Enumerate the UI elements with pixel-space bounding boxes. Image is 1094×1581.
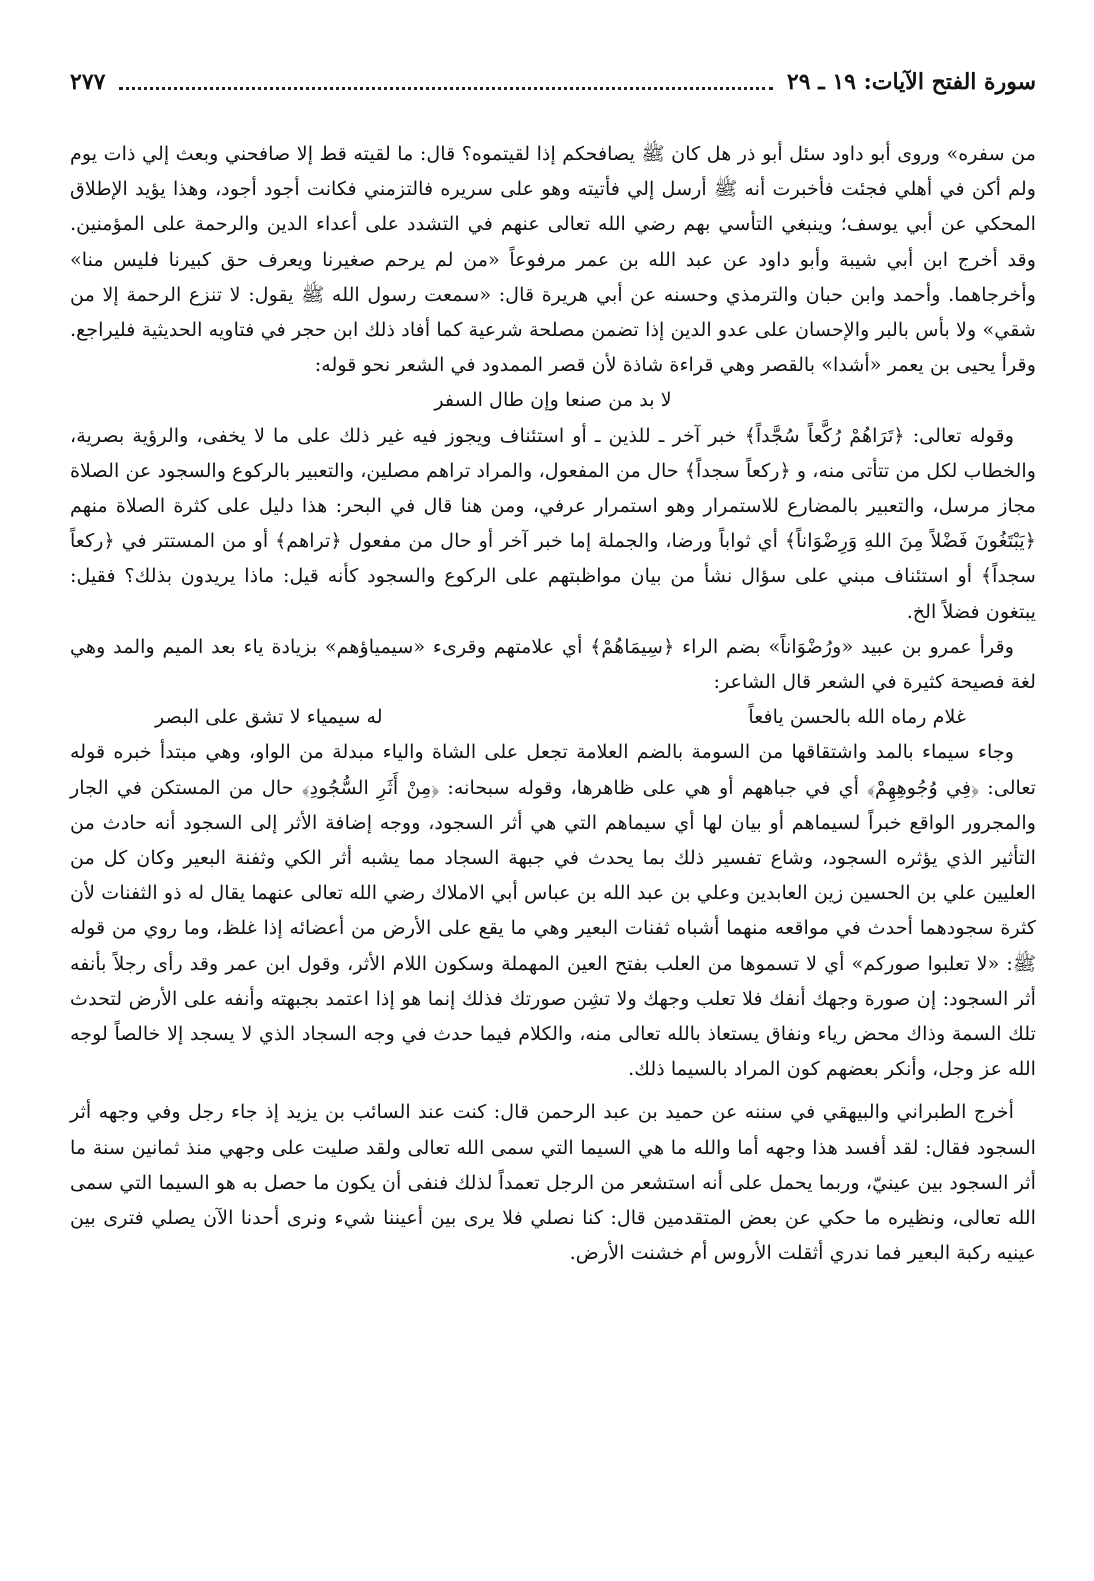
poetry-couplet xyxy=(70,699,1036,734)
running-title: سورة الفتح الآيات: ١٩ ـ ٢٩ xyxy=(786,69,1036,95)
book-page xyxy=(70,62,1036,1270)
couplet-second-hemistich: له سيمياء لا تشق على البصر xyxy=(155,705,383,729)
page-number: ٢٧٧ xyxy=(70,69,106,95)
paragraph-5: أخرج الطبراني والبيهقي في سننه عن حميد بن عبد الرحمن قال: كنت عند السائب بن يزيد إذ جاء رجل وفي وجهه أثر السجود فقال: لقد أفسد هذا وجهه أما والله ما هي السيما التي سمى الله تعالى ولقد صليت على وجهي منذ ثمانين سنة ما أثر السجود بين عينيّ، وربما يحمل على أنه استشعر من الرجل تعمداً لذلك فنفى أن يكون ما حصل به هو السيما التي سمى الله تعالى، ونظيره ما حكي عن بعض المتقدمين قال: كنا نصلي فلا يرى بين أعيننا شيء ونرى أحدنا الآن يصلي فترى بين عينيه ركبة البعير فما ندري أثقلت الأروس أم خشنت الأرض. xyxy=(70,1100,1036,1265)
poetry-verse: لا بد من صنعا وإن طال السفر xyxy=(434,388,672,412)
paragraph-3: وقرأ عمرو بن عبيد «ورُضْوَاناً» بضم الراء ﴿سِيمَاهُمْ﴾ أي علامتهم وقرىء «سيمياؤهم» بزيادة ياء بعد الميم والمد وهي لغة فصيحة كثيرة في الشعر قال الشاعر: xyxy=(70,634,1036,694)
paragraph-2: وقوله تعالى: ﴿تَرَاهُمْ رُكَّعاً سُجَّداً﴾ خبر آخر ـ للذين ـ أو استئناف ويجوز فيه غير ذلك على ما لا يخفى، والرؤية بصرية، والخطاب لكل من تتأتى منه، و ﴿ركعاً سجداً﴾ حال من المفعول، والمراد تراهم مصلين، والتعبير بالركوع والسجود عن الصلاة مجاز مرسل، والتعبير بالمضارع للاستمرار وهو استمرار عرفي، ومن هنا قال في البحر: هذا دليل على كثرة الصلاة منهم ﴿يَبْتَغُونَ فَضْلاً مِنَ اللهِ وَرِضْوَاناً﴾ أي ثواباً ورضا، والجملة إما خبر آخر أو حال من مفعول ﴿تراهم﴾ أو من المستتر في ﴿ركعاً سجداً﴾ أو استئناف مبني على سؤال نشأ من بيان مواظبتهم على الركوع والسجود كأنه قيل: ماذا يريدون بذلك؟ فقيل: يبتغون فضلاً الخ. xyxy=(70,423,1036,623)
dotted-leader xyxy=(119,87,772,90)
paragraph-4: وجاء سيماء بالمد واشتقاقها من السومة بالضم العلامة تجعل على الشاة والياء مبدلة من الواو، وهي مبتدأ خبره قوله تعالى: ﴿فِي وُجُوهِهِمْ﴾ أي في جباههم أو هي على ظاهرها، وقوله سبحانه: ﴿مِنْ أَثَرِ السُّجُودِ﴾ حال من المستكن في الجار والمجرور الواقع خبراً لسيماهم أو بيان لها أي سيماهم التي هي أثر السجود، ووجه إضافة الأثر إلى السجود أنه حادث من التأثير الذي يؤثره السجود، وشاع تفسير ذلك بما يحدث في جبهة السجاد مما يشبه أثر الكي وثفنة البعير وكان كل من العليين علي بن الحسين زين العابدين وعلي بن عبد الله بن عباس أبي الاملاك رضي الله تعالى عنهما يقال له ذو الثفنات لأن كثرة سجودهما أحدث في مواقعه منهما أشباه ثفنات البعير وهي ما يقع على الأرض من أعضائه إذا غلظ، وما روي من قوله ﷺ: «لا تعلبوا صوركم» أي لا تسموها من العلب بفتح العين المهملة وسكون اللام الأثر، وقول ابن عمر وقد رأى رجلاً بأنفه أثر السجود: إن صورة وجهك أنفك فلا تعلب وجهك ولا تشِن صورتك فذلك إنما هو إذا اعتمد بجبهته وأنفه على الأرض لتحدث تلك السمة وذاك محض رياء ونفاق يستعاذ بالله تعالى منه، والكلام فيما حدث في وجه السجاد الذي لا يسجد إلا خالصاً لوجه الله عز وجل، وأنكر بعضهم كون المراد بالسيما ذلك. xyxy=(70,740,1036,1081)
paragraph-1: من سفره» وروى أبو داود سئل أبو ذر هل كان ﷺ يصافحكم إذا لقيتموه؟ قال: ما لقيته قط إلا صافحني وبعث إلي ذات يوم ولم أكن في أهلي فجئت فأخبرت أنه ﷺ أرسل إلي فأتيته وهو على سريره فالتزمني فكانت أجود أجود، وهذا يؤيد الإطلاق المحكي عن أبي يوسف؛ وينبغي التأسي بهم رضي الله تعالى عنهم في التشدد على أعداء الدين والرحمة على المؤمنين. وقد أخرج ابن أبي شيبة وأبو داود عن عبد الله بن عمر مرفوعاً «من لم يرحم صغيرنا ويعرف حق كبيرنا فليس منا» وأخرجاهما. وأحمد وابن حبان والترمذي وحسنه عن أبي هريرة قال: «سمعت رسول الله ﷺ يقول: لا تنزع الرحمة إلا من شقي» ولا بأس بالبر والإحسان على عدو الدين إذا تضمن مصلحة شرعية كما أفاد ذلك ابن حجر في فتاويه الحديثية فليراجع. وقرأ يحيى بن يعمر «أشدا» بالقصر وهي قراءة شاذة لأن قصر الممدود في الشعر نحو قوله: xyxy=(70,142,1036,377)
couplet-first-hemistich: غلام رماه الله بالحسن يافعاً xyxy=(748,705,966,729)
page-header xyxy=(70,62,1036,102)
